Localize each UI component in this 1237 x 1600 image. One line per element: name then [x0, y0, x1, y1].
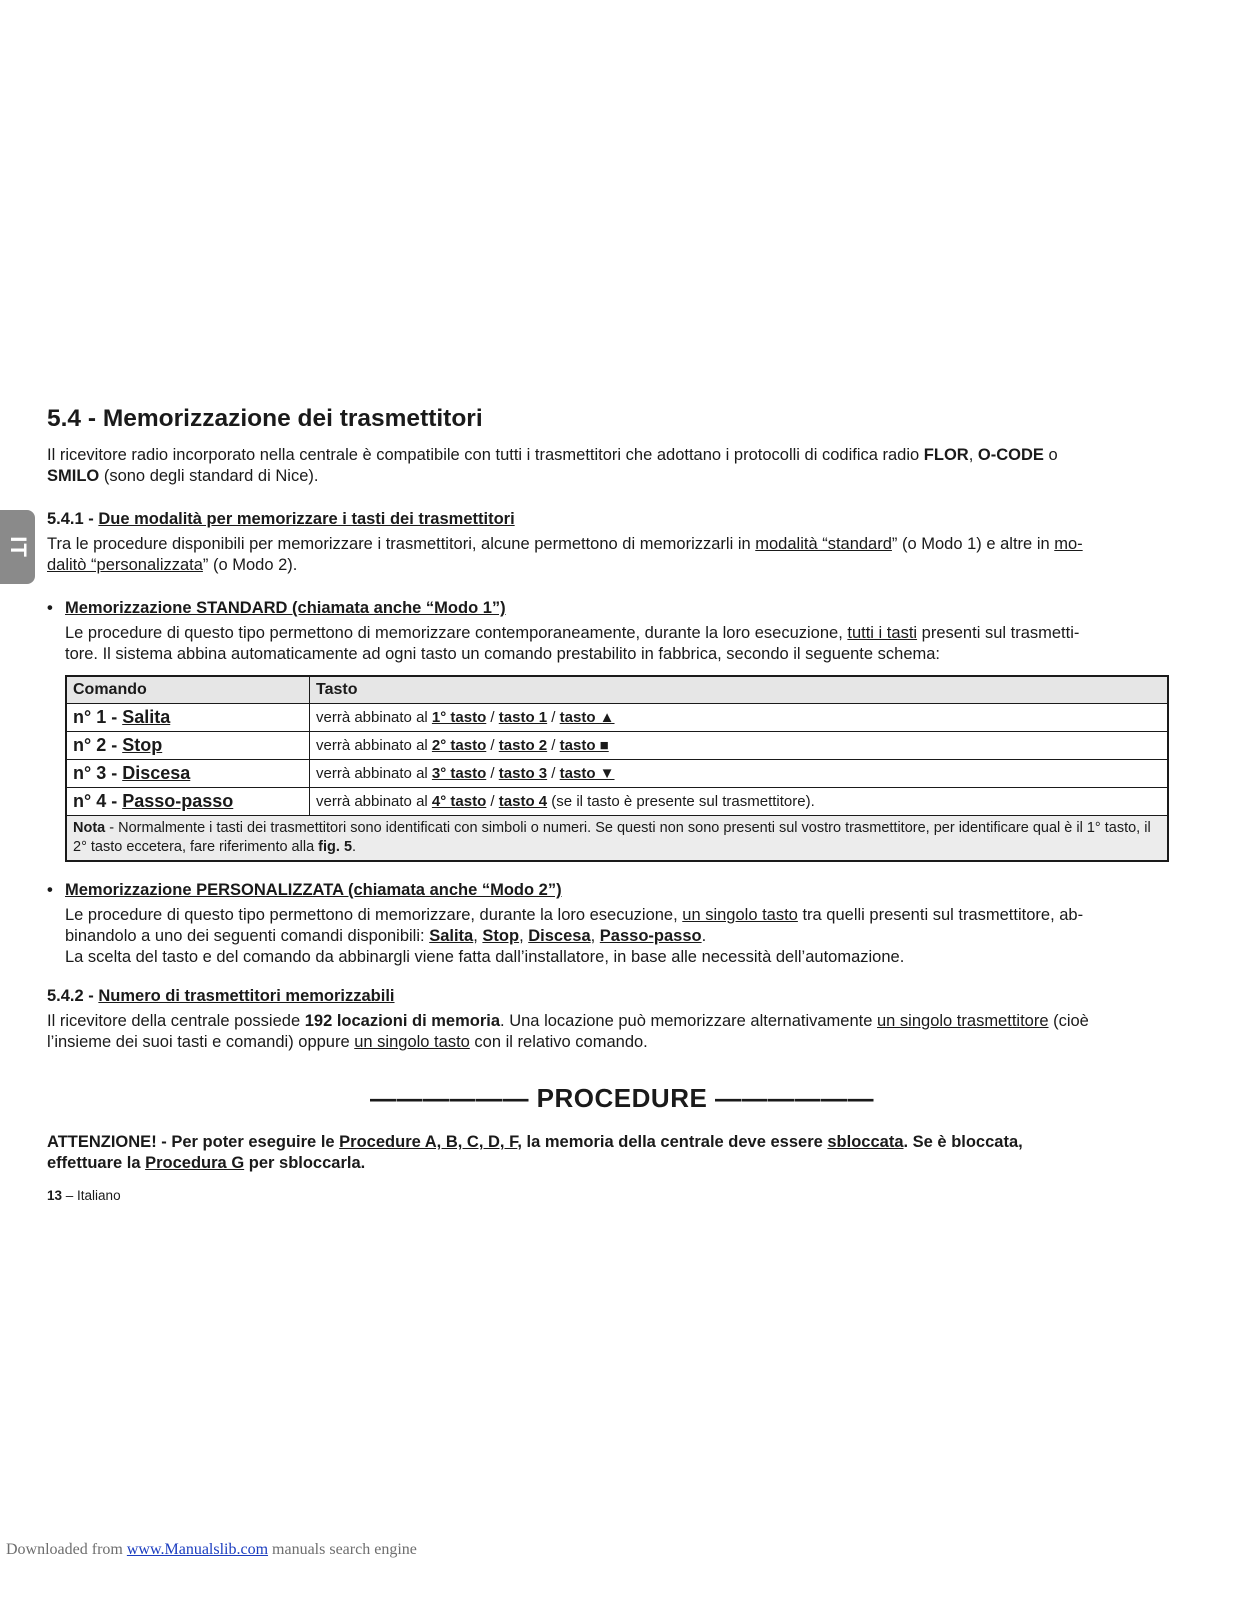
text-span: ” (o Modo 2). [202, 556, 298, 575]
note-label: Nota [73, 820, 106, 837]
page-number [47, 1188, 1197, 1203]
key-ordinal: 3° tasto [431, 765, 487, 783]
page-content [47, 404, 1197, 1203]
bullet-dot: • [47, 599, 53, 618]
command-name: Stop [122, 735, 163, 756]
key-number: tasto 4 [498, 793, 548, 811]
page-language: – Italiano [62, 1188, 121, 1204]
command-discesa: Discesa [528, 927, 591, 946]
text-span: con il relativo comando. [469, 1033, 648, 1052]
manualslib-link[interactable]: www.Manualslib.com [126, 1541, 269, 1558]
comma: , [473, 927, 483, 946]
text-span: ” (o Modo 1) e altre in [891, 535, 1055, 554]
protocol-smilo: SMILO [47, 467, 100, 486]
underlined-un-singolo-trasmettitore: un singolo trasmettitore [877, 1012, 1049, 1031]
key-sep: / [547, 709, 560, 727]
text-span: per sbloccarla. [244, 1154, 366, 1173]
key-ordinal: 2° tasto [431, 737, 487, 755]
table-header-comando: Comando [66, 676, 310, 704]
text-span: La scelta del tasto e del comando da abbinargli viene fatta dall’installatore, in base alle necessità dell’automazione. [65, 948, 905, 967]
key-number: tasto 2 [498, 737, 548, 755]
command-name: Discesa [122, 763, 191, 784]
table-row [66, 788, 1168, 816]
command-cell [66, 704, 310, 732]
text-span: tore. Il sistema abbina automaticamente ad ogni tasto un comando prestabilito in fabbrica, secondo il seguente schema: [65, 645, 941, 664]
language-tab [0, 510, 35, 584]
table-note [66, 816, 1168, 862]
command-stop: Stop [482, 927, 520, 946]
download-footer [6, 1541, 417, 1559]
section-intro [47, 445, 1197, 487]
underlined-procedura-g: Procedura G [145, 1154, 245, 1173]
command-cell [66, 732, 310, 760]
key-ordinal: 1° tasto [431, 709, 487, 727]
command-passo-passo: Passo-passo [599, 927, 702, 946]
text-span: Tra le procedure disponibili per memorizzare i trasmettitori, alcune permettono di memorizzarli in [47, 535, 756, 554]
key-sep: / [547, 737, 560, 755]
protocol-flor: FLOR [923, 446, 969, 465]
procedure-heading: —————— PROCEDURE —————— [369, 1083, 875, 1114]
table-row [66, 732, 1168, 760]
command-cell [66, 760, 310, 788]
command-number: n° 2 - [73, 735, 123, 756]
key-cell [310, 704, 1169, 732]
text-span: presenti sul trasmetti- [917, 624, 1080, 643]
underlined-procedures: Procedure A, B, C, D, F [339, 1133, 518, 1152]
protocol-ocode: O-CODE [977, 446, 1044, 465]
text-span: tra quelli presenti sul trasmettitore, ab- [797, 906, 1084, 925]
underlined-un-singolo-tasto: un singolo tasto [682, 906, 798, 925]
key-prefix: verrà abbinato al [316, 709, 432, 727]
subsection-542-heading [47, 986, 1197, 1007]
command-name: Passo-passo [122, 791, 234, 812]
key-ordinal: 4° tasto [431, 793, 487, 811]
comma: , [519, 927, 529, 946]
underlined-standard: modalità “standard [755, 535, 892, 554]
language-tab-label: IT [5, 536, 31, 558]
text-span: effettuare la [47, 1154, 146, 1173]
command-salita: Salita [429, 927, 474, 946]
warning-text [47, 1132, 1197, 1174]
key-number: tasto 1 [498, 709, 548, 727]
underlined-personalizzata: dalitò “personalizzata [47, 556, 203, 575]
section-title: 5.4 - Memorizzazione dei trasmettitori [47, 405, 483, 432]
personal-bullet-heading [47, 880, 1197, 901]
key-symbol: tasto ▼ [559, 765, 615, 783]
text-span: (cioè [1048, 1012, 1089, 1031]
key-sep: / [547, 765, 560, 783]
bullet-dot: • [47, 881, 53, 900]
intro-text-end: (sono degli standard di Nice). [99, 467, 319, 486]
subsection-542-title: Numero di trasmettitori memorizzabili [98, 987, 395, 1006]
key-prefix: verrà abbinato al [316, 737, 432, 755]
standard-bullet-heading [47, 598, 1197, 619]
intro-comma: , [968, 446, 978, 465]
key-sep: / [486, 793, 499, 811]
key-prefix: verrà abbinato al [316, 765, 432, 783]
key-prefix: verrà abbinato al [316, 793, 432, 811]
text-span: binandolo a uno dei seguenti comandi disponibili: [65, 927, 430, 946]
table-header-row [66, 676, 1168, 704]
underlined-un-singolo-tasto: un singolo tasto [354, 1033, 470, 1052]
text-span: , la memoria della centrale deve essere [517, 1133, 828, 1152]
period: . [701, 927, 707, 946]
key-sep: / [486, 765, 499, 783]
key-cell [310, 732, 1169, 760]
key-sep: / [486, 737, 499, 755]
text-span: ATTENZIONE! - Per poter eseguire le [47, 1133, 340, 1152]
subsection-541-text [47, 534, 1197, 576]
memory-locations: 192 locazioni di memoria [304, 1012, 501, 1031]
intro-text: Il ricevitore radio incorporato nella centrale è compatibile con tutti i trasmettitori che adottano i protocolli di codifica radio [47, 446, 924, 465]
key-cell [310, 760, 1169, 788]
underlined-tutti-i-tasti: tutti i tasti [847, 624, 918, 643]
table-row [66, 760, 1168, 788]
footer-text-end: manuals search engine [268, 1541, 417, 1558]
note-fig-ref: fig. 5 [318, 839, 353, 856]
subsection-541-title: Due modalità per memorizzare i tasti dei trasmettitori [98, 510, 515, 529]
table-row [66, 704, 1168, 732]
note-end: . [352, 839, 357, 856]
underlined-mo: mo- [1054, 535, 1083, 554]
command-name: Salita [122, 707, 171, 728]
key-symbol: tasto ▲ [559, 709, 615, 727]
key-sep: / [486, 709, 499, 727]
text-span: Il ricevitore della centrale possiede [47, 1012, 305, 1031]
page-number-value: 13 [47, 1188, 63, 1204]
standard-title: Memorizzazione STANDARD (chiamata anche “Modo 1”) [65, 599, 506, 618]
standard-text [65, 623, 1197, 665]
command-key-table [65, 675, 1169, 862]
command-number: n° 1 - [73, 707, 123, 728]
subsection-542-text [47, 1011, 1197, 1053]
intro-o: o [1043, 446, 1058, 465]
text-span: Le procedure di questo tipo permettono di memorizzare contemporaneamente, durante la loro esecuzione, [65, 624, 848, 643]
text-span: Le procedure di questo tipo permettono di memorizzare, durante la loro esecuzione, [65, 906, 683, 925]
table-header-tasto: Tasto [310, 676, 1169, 704]
subsection-541-number: 5.4.1 - [47, 510, 99, 529]
key-tail: (se il tasto è presente sul trasmettitore). [547, 793, 815, 811]
underlined-sbloccata: sbloccata [827, 1133, 904, 1152]
text-span: l’insieme dei suoi tasti e comandi) oppure [47, 1033, 355, 1052]
key-cell [310, 788, 1169, 816]
subsection-541-heading [47, 509, 1197, 530]
comma: , [590, 927, 600, 946]
key-number: tasto 3 [498, 765, 548, 783]
subsection-542-number: 5.4.2 - [47, 987, 99, 1006]
key-symbol: tasto ■ [559, 737, 609, 755]
command-cell [66, 788, 310, 816]
personal-text [65, 905, 1197, 968]
text-span: . Se è bloccata, [903, 1133, 1023, 1152]
text-span: . Una locazione può memorizzare alternativamente [500, 1012, 877, 1031]
note-text: - Normalmente i tasti dei trasmettitori sono identificati con simboli o numeri. Se questi non sono presenti sul vostro trasmettitore, per identificare qual è il 1° tasto, il 2° tasto eccetera, fare riferimento alla [73, 820, 1151, 856]
command-number: n° 4 - [73, 791, 123, 812]
command-number: n° 3 - [73, 763, 123, 784]
table-note-row [66, 816, 1168, 862]
personal-title: Memorizzazione PERSONALIZZATA (chiamata anche “Modo 2”) [65, 881, 562, 900]
footer-text: Downloaded from [6, 1541, 127, 1558]
